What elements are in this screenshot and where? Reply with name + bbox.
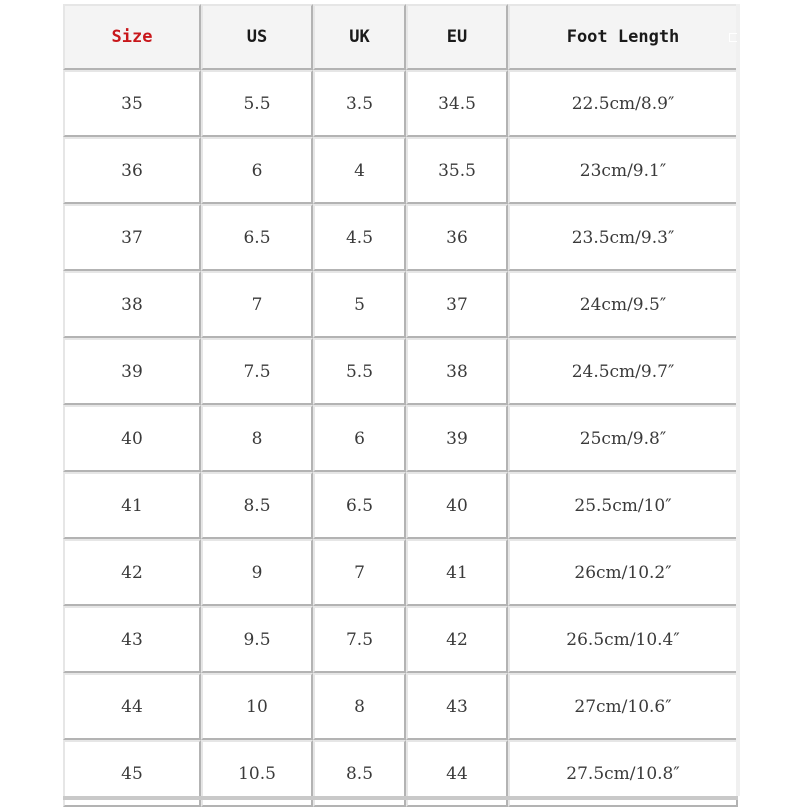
cell-us: 7 (201, 271, 313, 338)
table-row (63, 673, 738, 740)
cell-foot-length: 25.5cm/10″ (508, 472, 738, 539)
cell-foot-length: 27cm/10.6″ (508, 673, 738, 740)
cell-uk: 7.5 (313, 606, 406, 673)
table-row (63, 405, 738, 472)
cell-foot-length: 26cm/10.2″ (508, 539, 738, 606)
cell-eu: 42 (406, 606, 508, 673)
cell-size: 38 (63, 271, 201, 338)
cell-eu: 34.5 (406, 70, 508, 137)
cell-eu: 38 (406, 338, 508, 405)
header-row (63, 4, 738, 70)
cell-uk: 7 (313, 539, 406, 606)
right-edge-divider (736, 4, 740, 796)
table-row (63, 472, 738, 539)
cell-size: 42 (63, 539, 201, 606)
cell-eu: 35.5 (406, 137, 508, 204)
cell-eu: 40 (406, 472, 508, 539)
cell-size: 45 (63, 740, 201, 807)
cell-foot-length: 24.5cm/9.7″ (508, 338, 738, 405)
header-size: Size (63, 4, 201, 70)
cell-us: 6 (201, 137, 313, 204)
cell-foot-length: 27.5cm/10.8″ (508, 740, 738, 807)
cell-foot-length: 24cm/9.5″ (508, 271, 738, 338)
cell-uk: 5.5 (313, 338, 406, 405)
cell-eu: 41 (406, 539, 508, 606)
table-row (63, 271, 738, 338)
header-eu: EU (406, 4, 508, 70)
cell-us: 8 (201, 405, 313, 472)
cell-eu: 43 (406, 673, 508, 740)
cell-eu: 37 (406, 271, 508, 338)
cell-uk: 8.5 (313, 740, 406, 807)
cell-uk: 4 (313, 137, 406, 204)
table-row (63, 539, 738, 606)
cell-size: 41 (63, 472, 201, 539)
header-foot-length: Foot Length (508, 4, 738, 70)
cell-uk: 5 (313, 271, 406, 338)
cell-foot-length: 25cm/9.8″ (508, 405, 738, 472)
edge-mark (729, 33, 737, 42)
cell-us: 7.5 (201, 338, 313, 405)
cell-us: 10 (201, 673, 313, 740)
cell-foot-length: 23.5cm/9.3″ (508, 204, 738, 271)
cell-size: 43 (63, 606, 201, 673)
table-row (63, 70, 738, 137)
cell-us: 6.5 (201, 204, 313, 271)
cell-size: 35 (63, 70, 201, 137)
size-chart-table (63, 4, 738, 807)
cell-uk: 4.5 (313, 204, 406, 271)
cell-size: 37 (63, 204, 201, 271)
cell-eu: 39 (406, 405, 508, 472)
cell-us: 5.5 (201, 70, 313, 137)
table-row (63, 204, 738, 271)
cell-uk: 6 (313, 405, 406, 472)
header-uk: UK (313, 4, 406, 70)
cell-foot-length: 26.5cm/10.4″ (508, 606, 738, 673)
cell-eu: 36 (406, 204, 508, 271)
cell-uk: 6.5 (313, 472, 406, 539)
cell-us: 8.5 (201, 472, 313, 539)
header-us: US (201, 4, 313, 70)
size-chart-body (63, 4, 738, 807)
cell-size: 44 (63, 673, 201, 740)
cell-eu: 44 (406, 740, 508, 807)
cell-us: 10.5 (201, 740, 313, 807)
cell-us: 9 (201, 539, 313, 606)
cell-size: 36 (63, 137, 201, 204)
table-row (63, 606, 738, 673)
cell-foot-length: 22.5cm/8.9″ (508, 70, 738, 137)
cell-size: 40 (63, 405, 201, 472)
cell-uk: 8 (313, 673, 406, 740)
cell-us: 9.5 (201, 606, 313, 673)
cell-size: 39 (63, 338, 201, 405)
cell-uk: 3.5 (313, 70, 406, 137)
table-row (63, 338, 738, 405)
table-row (63, 137, 738, 204)
bottom-border (63, 796, 738, 800)
cell-foot-length: 23cm/9.1″ (508, 137, 738, 204)
